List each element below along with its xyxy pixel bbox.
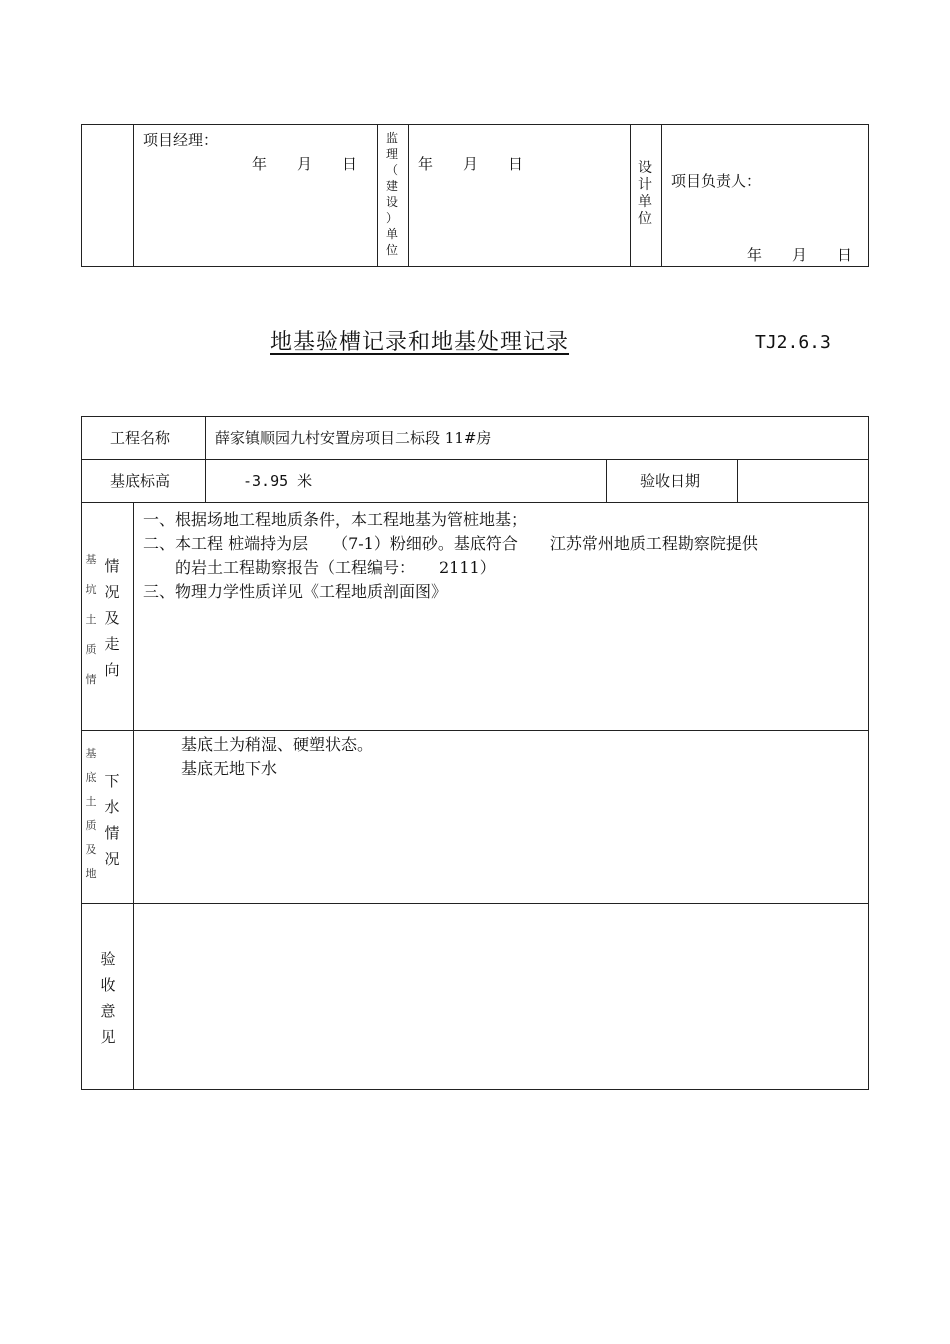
section1-label: 情 况 及 走 向 [104, 557, 120, 679]
project-manager-date: 年 月 日 [252, 155, 358, 173]
base-elevation-label: 基底标高 [110, 472, 171, 490]
section2-line-2: 基底无地下水 [181, 759, 278, 778]
document-code: TJ2.6.3 [755, 332, 831, 353]
project-leader-label: 项目负责人： [671, 172, 762, 190]
base-elevation-value: -3.95 米 [243, 472, 313, 490]
section1-line-1: 一、根据场地工程地质条件，本工程地基为管桩地基； [143, 510, 528, 529]
project-manager-label: 项目经理： [143, 131, 219, 149]
section2-outer-label: 基 底 土 质 及 地 [85, 747, 97, 880]
section2-label: 下 水 情 况 [104, 772, 120, 868]
acceptance-date-label: 验收日期 [640, 472, 701, 490]
design-unit-label: 设 计 单 位 [638, 160, 652, 227]
project-leader-date: 年 月 日 [747, 246, 853, 264]
document-title: 地基验槽记录和地基处理记录 [270, 330, 570, 355]
section1-line-2: 二、本工程 桩端持为层 （7-1）粉细砂。基底符合 江苏常州地质工程勘察院提供 [143, 534, 758, 553]
section2-line-1: 基底土为稍湿、硬塑状态。 [181, 735, 374, 754]
project-name-value: 薛家镇顺园九村安置房项目二标段 11#房 [215, 429, 492, 447]
section1-line-3: 的岩土工程勘察报告（工程编号： 2111） [143, 558, 496, 577]
project-name-label: 工程名称 [110, 429, 171, 447]
supervision-unit-label: 监 理 （ 建 设 ） 单 位 [385, 131, 398, 257]
supervision-date: 年 月 日 [418, 155, 524, 173]
acceptance-opinion-label: 验 收 意 见 [100, 950, 116, 1046]
section1-line-4: 三、物理力学性质详见《工程地质剖面图》 [143, 582, 448, 601]
section1-outer-label: 基 坑 土 质 情 [85, 553, 97, 686]
